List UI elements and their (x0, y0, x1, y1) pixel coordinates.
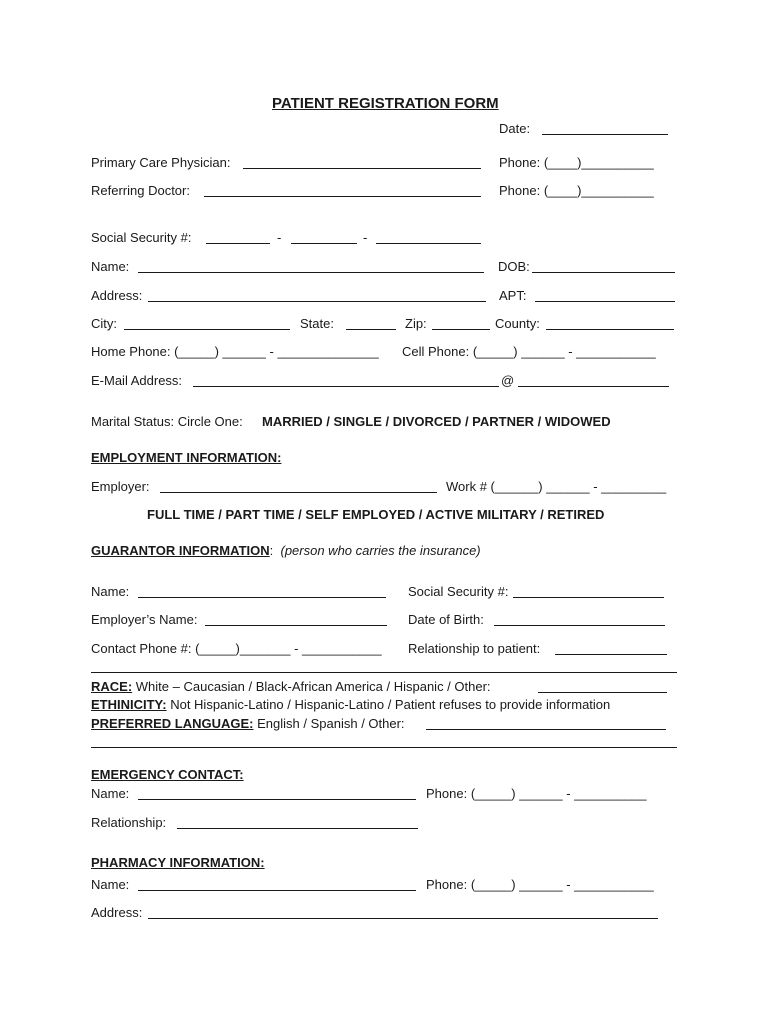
guarantor-heading-line (91, 543, 481, 559)
race-other-field[interactable] (538, 692, 667, 693)
marital-label: Marital Status: Circle One: (91, 414, 243, 429)
pharmacy-phone[interactable]: Phone: (_____) ______ - ___________ (426, 877, 654, 892)
pharmacy-name-label: Name: (91, 877, 130, 892)
race-label: RACE: (91, 679, 133, 694)
date-field[interactable] (542, 134, 668, 135)
language-other-field[interactable] (426, 729, 666, 730)
marital-options[interactable]: MARRIED / SINGLE / DIVORCED / PARTNER / WIDOWED (262, 414, 611, 429)
emergency-phone[interactable]: Phone: (_____) ______ - __________ (426, 786, 647, 801)
work-phone[interactable]: Work # (______) ______ - _________ (446, 479, 667, 494)
email-at: @ (501, 373, 515, 388)
guarantor-employer-field[interactable] (205, 625, 387, 626)
county-label: County: (495, 316, 540, 331)
emergency-relationship-label: Relationship: (91, 815, 167, 830)
race-row (91, 679, 491, 695)
guarantor-heading: GUARANTOR INFORMATION (91, 543, 270, 558)
dob-label: DOB: (498, 259, 530, 274)
physician-phone[interactable]: Phone: (____)__________ (499, 155, 654, 170)
ssn-field-2[interactable] (291, 243, 357, 244)
pharmacy-address-field[interactable] (148, 918, 658, 919)
apt-field[interactable] (535, 301, 675, 302)
employment-options[interactable]: FULL TIME / PART TIME / SELF EMPLOYED / ACTIVE MILITARY / RETIRED (147, 507, 605, 522)
referring-phone[interactable]: Phone: (____)__________ (499, 183, 654, 198)
email-domain-field[interactable] (518, 386, 669, 387)
emergency-name-field[interactable] (138, 799, 416, 800)
guarantor-name-field[interactable] (138, 597, 386, 598)
pharmacy-heading: PHARMACY INFORMATION: (91, 855, 265, 870)
city-field[interactable] (124, 329, 290, 330)
pharmacy-address-label: Address: (91, 905, 143, 920)
zip-field[interactable] (432, 329, 490, 330)
ssn-dash-2: - (363, 230, 368, 245)
guarantor-relationship-label: Relationship to patient: (408, 641, 541, 656)
ssn-field-1[interactable] (206, 243, 270, 244)
email-user-field[interactable] (193, 386, 499, 387)
guarantor-ssn-label: Social Security #: (408, 584, 509, 599)
physician-label: Primary Care Physician: (91, 155, 231, 170)
guarantor-employer-label: Employer’s Name: (91, 612, 198, 627)
guarantor-name-label: Name: (91, 584, 130, 599)
zip-label: Zip: (405, 316, 427, 331)
name-field[interactable] (138, 272, 484, 273)
pharmacy-name-field[interactable] (138, 890, 416, 891)
guarantor-colon: : (269, 543, 274, 558)
ssn-label: Social Security #: (91, 230, 192, 245)
guarantor-note: (person who carries the insurance) (280, 543, 481, 558)
ssn-field-3[interactable] (376, 243, 481, 244)
state-field[interactable] (346, 329, 396, 330)
emergency-relationship-field[interactable] (177, 828, 418, 829)
form-title: PATIENT REGISTRATION FORM (272, 95, 499, 112)
dob-field[interactable] (532, 272, 675, 273)
ethnicity-row (91, 697, 610, 713)
physician-field[interactable] (243, 168, 481, 169)
home-phone[interactable]: Home Phone: (_____) ______ - ______________ (91, 344, 379, 359)
section-divider-top (91, 672, 677, 673)
email-label: E-Mail Address: (91, 373, 183, 388)
employer-field[interactable] (160, 492, 437, 493)
section-divider-bottom (91, 747, 677, 748)
apt-label: APT: (499, 288, 527, 303)
emergency-heading: EMERGENCY CONTACT: (91, 767, 244, 782)
address-field[interactable] (148, 301, 486, 302)
guarantor-dob-label: Date of Birth: (408, 612, 484, 627)
referring-field[interactable] (204, 196, 481, 197)
address-label: Address: (91, 288, 143, 303)
language-row (91, 716, 405, 732)
referring-label: Referring Doctor: (91, 183, 190, 198)
employment-heading: EMPLOYMENT INFORMATION: (91, 450, 282, 465)
employer-label: Employer: (91, 479, 150, 494)
race-options[interactable]: White – Caucasian / Black-African America / Hispanic / Other: (132, 679, 491, 694)
name-label: Name: (91, 259, 130, 274)
date-label: Date: (499, 121, 531, 136)
guarantor-contact-phone[interactable]: Contact Phone #: (_____)_______ - ___________ (91, 641, 382, 656)
guarantor-relationship-field[interactable] (555, 654, 667, 655)
language-options[interactable]: English / Spanish / Other: (253, 716, 405, 731)
guarantor-ssn-field[interactable] (513, 597, 664, 598)
emergency-name-label: Name: (91, 786, 130, 801)
language-label: PREFERRED LANGUAGE: (91, 716, 254, 731)
city-label: City: (91, 316, 117, 331)
county-field[interactable] (546, 329, 674, 330)
ethnicity-label: ETHINICITY: (91, 697, 167, 712)
cell-phone[interactable]: Cell Phone: (_____) ______ - ___________ (402, 344, 656, 359)
state-label: State: (300, 316, 334, 331)
ethnicity-options[interactable]: Not Hispanic-Latino / Hispanic-Latino / Patient refuses to provide information (166, 697, 611, 712)
ssn-dash-1: - (277, 230, 282, 245)
guarantor-dob-field[interactable] (494, 625, 665, 626)
